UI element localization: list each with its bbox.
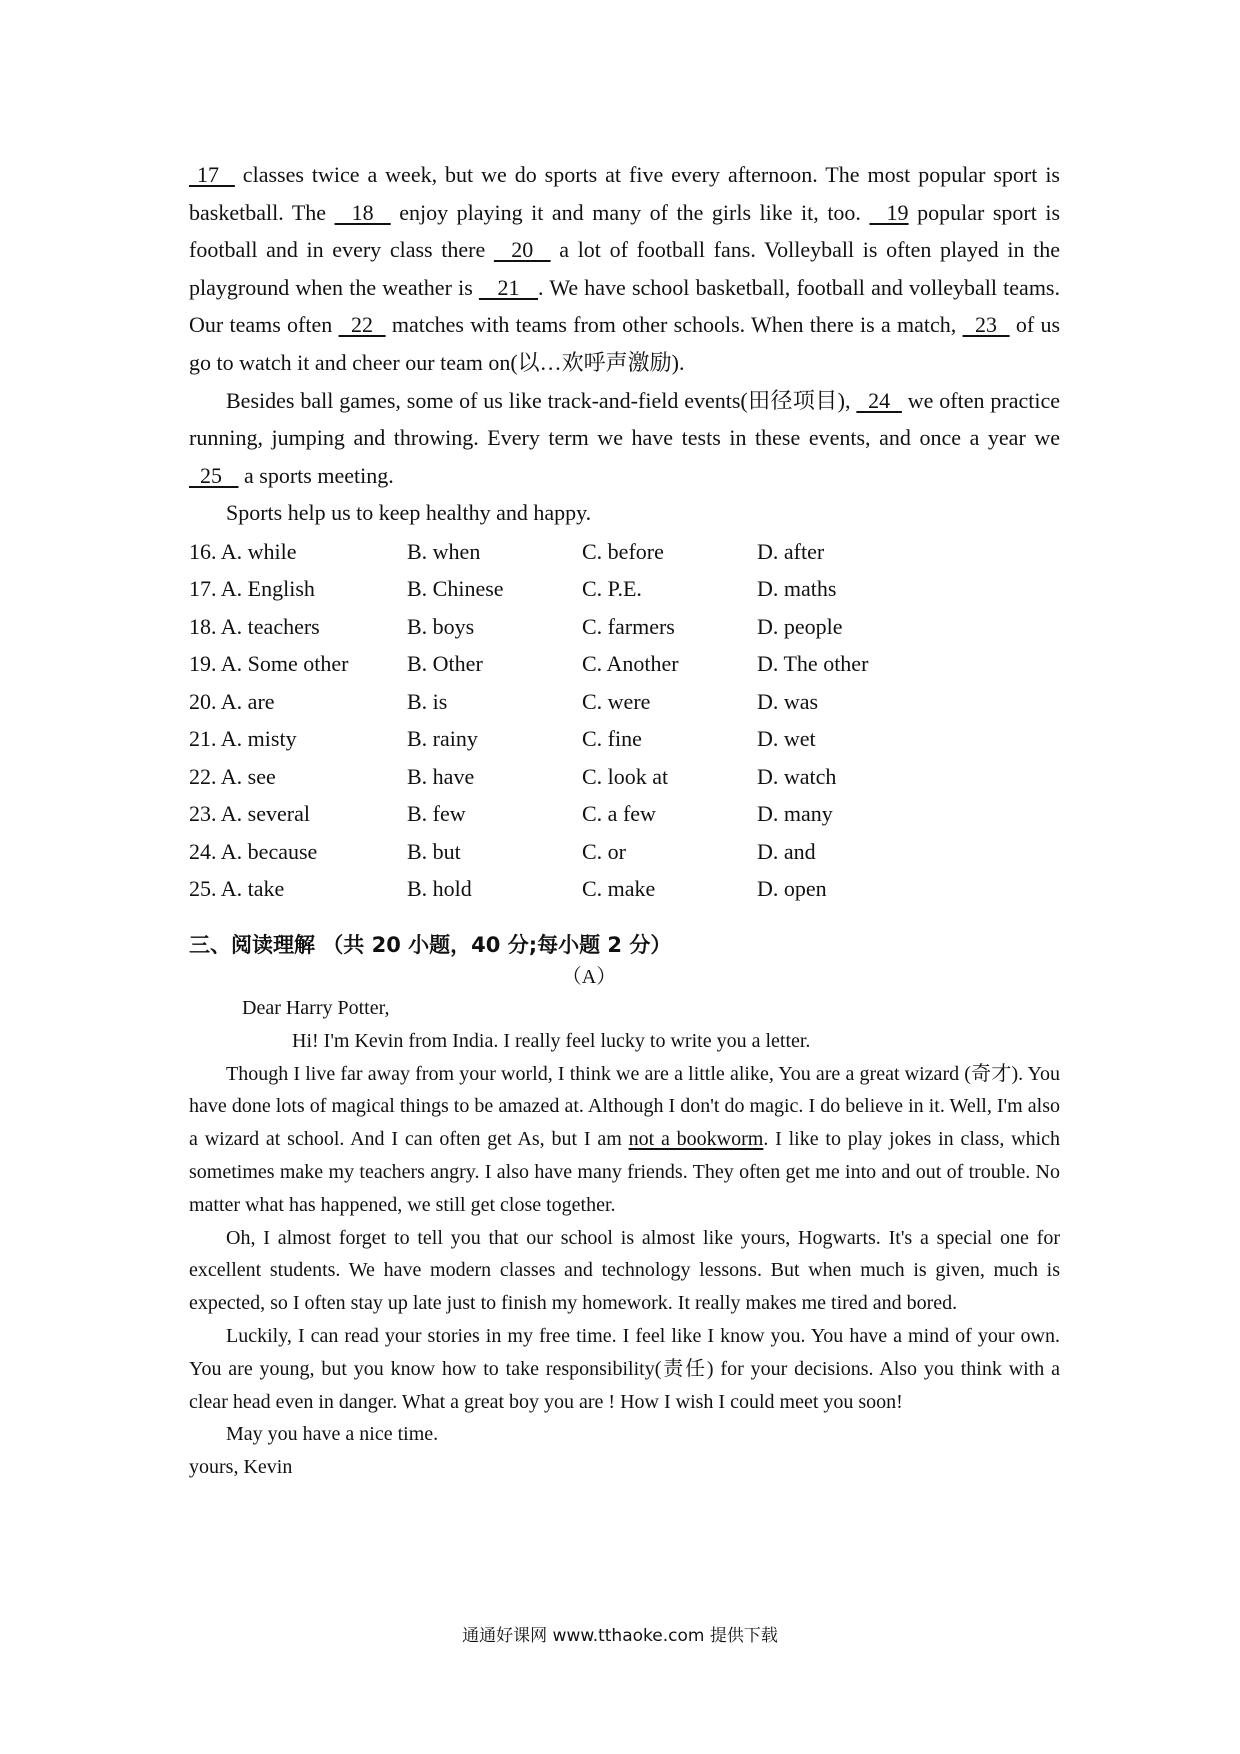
option-choice[interactable]: D. The other bbox=[757, 651, 869, 677]
option-choice[interactable]: B. have bbox=[407, 763, 475, 789]
option-row bbox=[189, 758, 1060, 796]
option-row bbox=[189, 833, 1060, 871]
option-choice[interactable]: D. maths bbox=[757, 576, 837, 602]
cloze-paragraph-1 bbox=[189, 156, 1060, 382]
option-choice[interactable]: 18. A. teachers bbox=[189, 613, 320, 639]
option-row bbox=[189, 795, 1060, 833]
letter-greeting: Dear Harry Potter, bbox=[242, 996, 390, 1019]
option-choice[interactable]: D. many bbox=[757, 801, 833, 827]
section-title: 三、阅读理解 （共 20 小题，40 分;每小题 2 分） bbox=[189, 932, 672, 957]
cloze-blank[interactable]: 20 bbox=[493, 237, 551, 263]
option-choice[interactable]: D. and bbox=[757, 838, 816, 864]
cloze-blank[interactable]: 21 bbox=[478, 274, 539, 300]
cloze-paragraph-3: Sports help us to keep healthy and happy. bbox=[226, 500, 592, 526]
cloze-text: popular sport is football and in every class there bbox=[189, 199, 1061, 263]
option-choice[interactable]: B. boys bbox=[407, 613, 475, 639]
option-choice[interactable]: B. hold bbox=[407, 876, 472, 902]
cloze-blank[interactable]: 17 bbox=[189, 162, 235, 187]
cloze-blank[interactable]: 22 bbox=[338, 312, 386, 338]
option-row bbox=[189, 608, 1060, 646]
option-choice[interactable]: B. Chinese bbox=[407, 576, 504, 602]
option-row bbox=[189, 533, 1060, 571]
cloze-blank[interactable]: 19 bbox=[869, 199, 909, 225]
letter-opening: Hi! I'm Kevin from India. I really feel lucky to write you a letter. bbox=[292, 1029, 811, 1052]
cloze-text: . We have school basketball, football and volleyball teams. Our teams often bbox=[189, 274, 1060, 338]
option-row bbox=[189, 570, 1060, 608]
page-footer: 通通好课网 www.tthaoke.com 提供下载 bbox=[462, 1626, 778, 1646]
option-choice[interactable]: D. watch bbox=[757, 763, 837, 789]
cloze-text: we often practice running, jumping and throwing. Every term we have tests in these events, and once a year we bbox=[189, 387, 1061, 451]
letter-paragraph-3: Luckily, I can read your stories in my free time. I feel like I know you. You have a mind of your own. You are young, but you know how to take responsibility(责任) for your decisions. Also you think with a clear head even in danger. What a great boy you are ! How I wish I could meet you soon! bbox=[189, 1324, 1060, 1413]
option-choice[interactable]: C. or bbox=[582, 838, 626, 864]
option-choice[interactable]: C. P.E. bbox=[582, 576, 642, 602]
option-choice[interactable]: C. make bbox=[582, 876, 656, 902]
option-choice[interactable]: B. when bbox=[407, 538, 481, 564]
option-choice[interactable]: 22. A. see bbox=[189, 763, 276, 789]
option-row bbox=[189, 683, 1060, 721]
cloze-text: a sports meeting. bbox=[238, 462, 394, 488]
letter-closing: yours, Kevin bbox=[189, 1456, 293, 1479]
cloze-text: enjoy playing it and many of the girls like it, too. bbox=[390, 199, 870, 225]
cloze-text: a lot of football fans. Volleyball is often played in the playground when the weather is bbox=[189, 237, 1060, 300]
option-choice[interactable]: B. rainy bbox=[407, 726, 478, 752]
option-choice[interactable]: C. before bbox=[582, 538, 664, 564]
cloze-text: of us go to watch it and cheer our team on(以…欢呼声激励). bbox=[189, 312, 1061, 375]
option-choice[interactable]: 17. A. English bbox=[189, 576, 315, 602]
letter-paragraph-4: May you have a nice time. bbox=[226, 1423, 439, 1446]
options-list bbox=[189, 533, 1060, 908]
option-choice[interactable]: C. farmers bbox=[582, 613, 675, 639]
cloze-blank[interactable]: 25 bbox=[189, 462, 239, 488]
option-choice[interactable]: D. wet bbox=[757, 726, 816, 752]
cloze-passage bbox=[189, 156, 1060, 532]
cloze-text: classes twice a week, but we do sports at five every afternoon. The most popular sport is basketball. The bbox=[189, 162, 1060, 225]
option-choice[interactable]: 21. A. misty bbox=[189, 726, 297, 752]
option-choice[interactable]: 25. A. take bbox=[189, 876, 285, 902]
passage-label: （A） bbox=[561, 965, 617, 988]
option-choice[interactable]: D. open bbox=[757, 876, 827, 902]
option-choice[interactable]: C. a few bbox=[582, 801, 656, 827]
option-choice[interactable]: 16. A. while bbox=[189, 538, 297, 564]
cloze-text: matches with teams from other schools. When there is a match, bbox=[385, 312, 963, 338]
option-choice[interactable]: C. Another bbox=[582, 651, 679, 677]
option-choice[interactable]: 24. A. because bbox=[189, 838, 318, 864]
exam-page bbox=[189, 156, 1060, 1484]
cloze-paragraph-2 bbox=[189, 382, 1060, 495]
option-choice[interactable]: C. look at bbox=[582, 763, 669, 789]
option-choice[interactable]: C. fine bbox=[582, 726, 642, 752]
option-choice[interactable]: B. but bbox=[407, 838, 461, 864]
option-choice[interactable]: B. Other bbox=[407, 651, 483, 677]
option-choice[interactable]: 20. A. are bbox=[189, 688, 275, 714]
letter bbox=[189, 992, 1060, 1484]
letter-paragraph-2: Oh, I almost forget to tell you that our school is almost like yours, Hogwarts. It's a special one for excellent students. We have modern classes and technology lessons. But when much is given, much is expected, so I often stay up late just to finish my homework. It really makes me tired and bored. bbox=[189, 1226, 1060, 1315]
option-choice[interactable]: D. people bbox=[757, 613, 843, 639]
option-choice[interactable]: D. was bbox=[757, 688, 819, 714]
cloze-text: Besides ball games, some of us like track-and-field events(田径项目), bbox=[226, 387, 857, 413]
option-choice[interactable]: D. after bbox=[757, 538, 825, 564]
option-row bbox=[189, 870, 1060, 908]
option-choice[interactable]: 19. A. Some other bbox=[189, 651, 349, 677]
cloze-blank[interactable]: 18 bbox=[334, 199, 391, 225]
underlined-phrase: not a bookworm bbox=[628, 1128, 764, 1151]
letter-text: Though I live far away from your world, I think we are a little alike, You are a great wizard (奇才). You have done lots of magical things to be amazed at. Although I don't do magic. I do believe in it. Well, I'm also a wizard at school. And I can often get As, but I am bbox=[189, 1062, 1060, 1151]
option-row bbox=[189, 720, 1060, 758]
option-row bbox=[189, 645, 1060, 683]
option-choice[interactable]: 23. A. several bbox=[189, 801, 310, 827]
letter-text: . I like to play jokes in class, which sometimes make my teachers angry. I also have many friends. They often get me into and out of trouble. No matter what has happened, we still get close together. bbox=[189, 1128, 1061, 1216]
cloze-blank[interactable]: 24 bbox=[856, 387, 902, 413]
cloze-blank[interactable]: 23 bbox=[962, 312, 1010, 338]
letter-paragraph-1 bbox=[189, 1058, 1060, 1222]
option-choice[interactable]: B. few bbox=[407, 801, 466, 827]
option-choice[interactable]: C. were bbox=[582, 688, 651, 714]
option-choice[interactable]: B. is bbox=[407, 688, 448, 714]
